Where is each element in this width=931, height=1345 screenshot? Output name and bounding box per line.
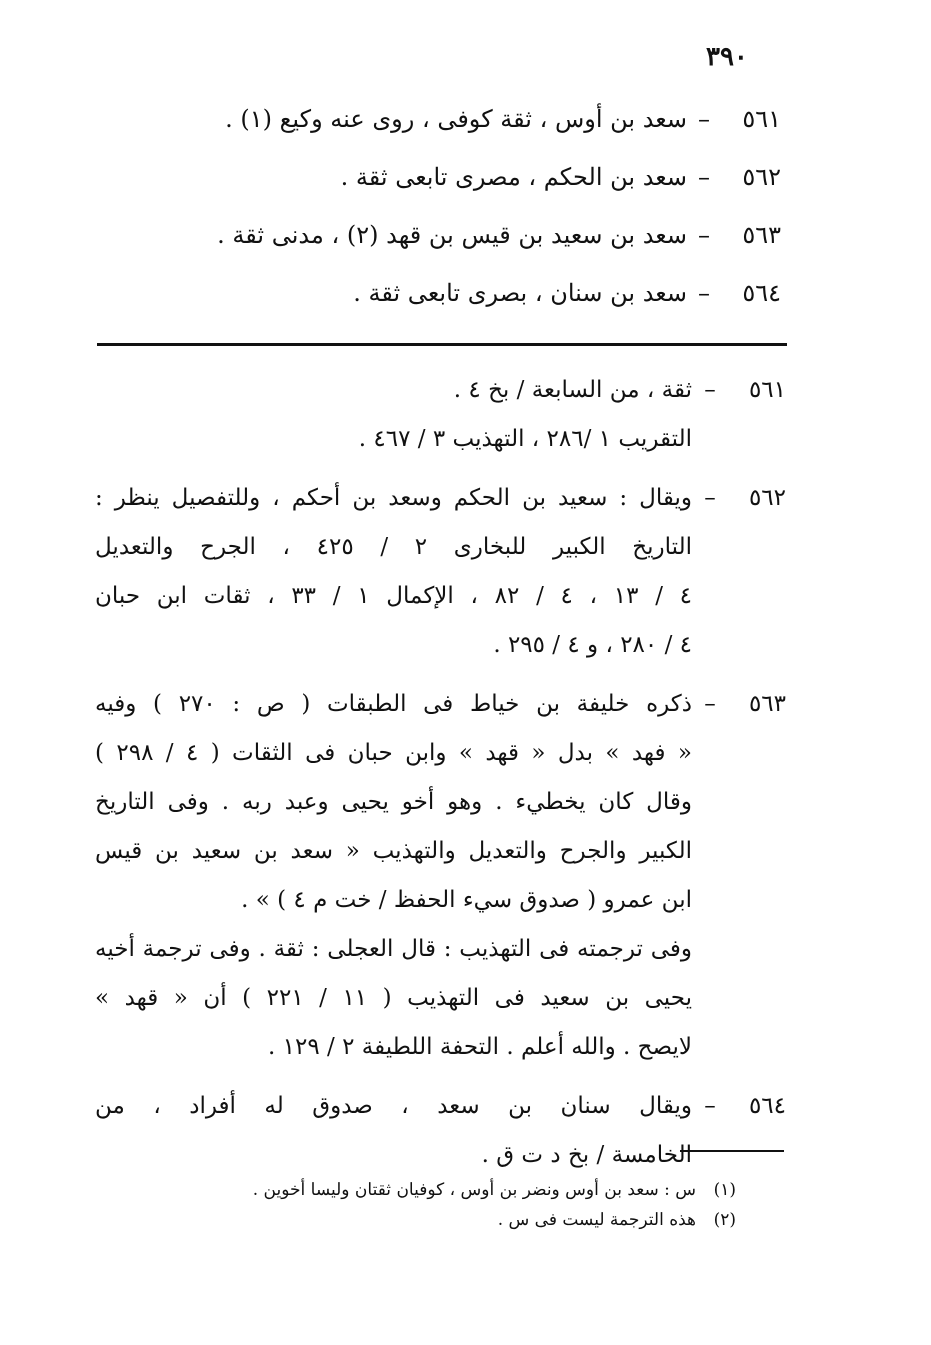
note-line: ثقة ، من السابعة / بخ ٤ . [453, 377, 692, 403]
entry-number: ٥٦٢ [742, 163, 781, 191]
note-563 [95, 680, 786, 1072]
note-line: يحيى بن سعيد فى التهذيب ( ١١ / ٢٢١ ) أن « قهد » [95, 985, 692, 1011]
note-line: وفى ترجمته فى التهذيب : قال العجلى : ثقة . وفى ترجمة أخيه [95, 936, 692, 962]
note-line: ويقال سنان بن سعد ، صدوق له أفراد ، من [95, 1093, 692, 1119]
note-line: الخامسة / بخ د ت ق . [481, 1142, 692, 1168]
entry-561 [180, 105, 781, 163]
entry-564 [180, 279, 781, 337]
note-body [95, 474, 692, 670]
footnote-2 [150, 1205, 736, 1235]
note-dash: – [704, 691, 716, 717]
note-line: التاريخ الكبير للبخارى ٢ / ٤٢٥ ، الجرح والتعديل [95, 534, 692, 560]
main-entries [180, 105, 781, 337]
note-line: ابن عمرو ( صدوق سيء الحفظ / خت م ٤ ) » . [241, 887, 692, 913]
section-divider [97, 343, 787, 346]
note-number: ٥٦٤ [748, 1093, 786, 1119]
commentary-notes [95, 366, 786, 1190]
note-line: ٤ / ١٣ ، ٤ / ٨٢ ، الإكمال ١ / ٣٣ ، ثقات ابن حبان [95, 583, 693, 609]
footnote-divider [680, 1150, 784, 1152]
entry-text: سعد بن سعيد بن قيس بن قهد (٢) ، مدنى ثقة . [217, 221, 687, 249]
entry-dash: – [698, 163, 710, 191]
note-line: وقال كان يخطيء . وهو أخو يحيى وعبد ربه . وفى التاريخ [95, 789, 692, 815]
note-body [95, 366, 692, 464]
note-561 [95, 366, 786, 464]
footnote-text: هذه الترجمة ليست فى س . [497, 1210, 696, 1230]
footnote-number: (٢) [713, 1210, 736, 1230]
page-number: ٣٩٠ [706, 42, 748, 72]
note-dash: – [704, 485, 716, 511]
entry-number: ٥٦٣ [742, 221, 781, 249]
note-562 [95, 474, 786, 670]
footnotes [150, 1175, 736, 1235]
note-line: لايصح . والله أعلم . التحفة اللطيفة ٢ / ١٢٩ . [268, 1034, 692, 1060]
note-line: ذكره خليفة بن خياط فى الطبقات ( ص : ٢٧٠ ) وفيه [95, 691, 692, 717]
note-line: ٤ / ٢٨٠ ، و ٤ / ٢٩٥ . [493, 632, 692, 658]
note-564 [95, 1082, 786, 1180]
note-dash: – [704, 377, 716, 403]
entry-dash: – [698, 221, 710, 249]
entry-text: سعد بن الحكم ، مصرى تابعى ثقة . [340, 163, 687, 191]
note-line: « فهد » بدل « قهد » وابن حبان فى الثقات ( ٤ / ٢٩٨ ) [95, 740, 692, 766]
footnote-text: س : سعد بن أوس ونضر بن أوس ، كوفيان ثقتان وليسا أخوين . [252, 1180, 696, 1200]
note-line: التقريب ١ /٢٨٦ ، التهذيب ٣ / ٤٦٧ . [358, 426, 692, 452]
entry-text: سعد بن سنان ، بصرى تابعى ثقة . [353, 279, 687, 307]
note-dash: – [704, 1093, 716, 1119]
entry-text: سعد بن أوس ، ثقة كوفى ، روى عنه وكيع (١) . [225, 105, 687, 133]
entry-dash: – [698, 279, 710, 307]
note-number: ٥٦٢ [748, 485, 786, 511]
entry-562 [180, 163, 781, 221]
note-number: ٥٦٣ [748, 691, 786, 717]
note-body [95, 680, 692, 1072]
entry-dash: – [698, 105, 710, 133]
note-body [95, 1082, 692, 1180]
footnote-1 [150, 1175, 736, 1205]
note-line: ويقال : سعيد بن الحكم وسعد بن أحكم ، وللتفصيل ينظر : [95, 485, 692, 511]
note-number: ٥٦١ [748, 377, 786, 403]
entry-number: ٥٦١ [742, 105, 781, 133]
note-line: الكبير والجرح والتعديل والتهذيب « سعد بن سعيد بن قيس [95, 838, 692, 864]
entry-number: ٥٦٤ [742, 279, 781, 307]
footnote-number: (١) [713, 1180, 736, 1200]
entry-563 [180, 221, 781, 279]
